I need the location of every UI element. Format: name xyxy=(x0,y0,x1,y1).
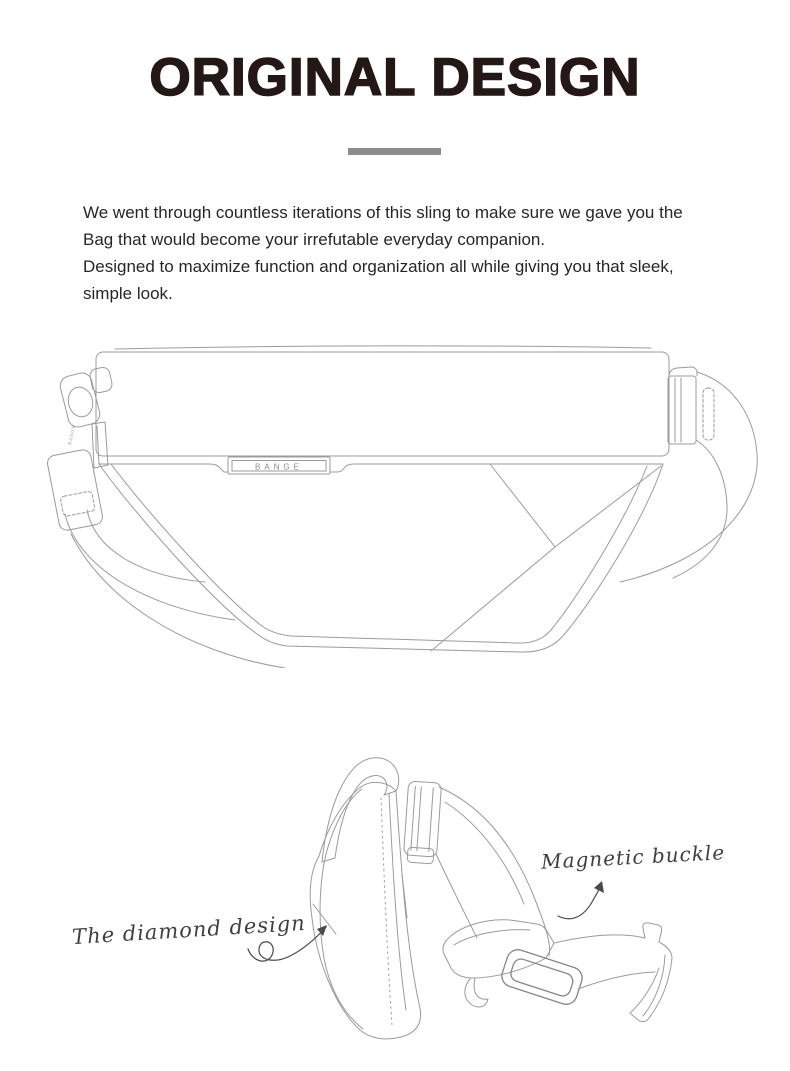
intro-line-3: Designed to maximize function and organization all while giving you that sleek, xyxy=(83,257,674,276)
strap-tab xyxy=(643,923,662,942)
buckle-female-frame xyxy=(499,947,585,1007)
annotation-magnetic-buckle: Magnetic buckle xyxy=(540,840,726,874)
side-edge-line xyxy=(389,794,406,1010)
left-buckle-brand-text: BANGE xyxy=(67,423,77,446)
upper-strap-right-edge xyxy=(439,787,550,956)
left-top-hook xyxy=(89,366,114,394)
buckle-hook xyxy=(465,978,488,1007)
right-strap-outer-edge xyxy=(620,372,757,582)
brand-plate-text: BANGE xyxy=(254,462,304,472)
right-attachment xyxy=(668,376,696,444)
right-strap-stitching xyxy=(703,388,714,440)
annotation-diamond-design: The diamond design xyxy=(71,910,307,950)
left-clip-hole xyxy=(65,384,96,419)
strap-loose-end-inner xyxy=(643,955,665,1016)
left-strap-sweep-curve xyxy=(71,534,285,668)
buckle-male-part xyxy=(443,920,554,978)
side-panel-outline xyxy=(310,782,420,1039)
body-outline xyxy=(99,464,663,652)
side-zipper-dotted-line xyxy=(381,798,392,1025)
body-top-edge-left xyxy=(99,464,228,472)
left-lower-buckle xyxy=(46,449,104,532)
left-strap-lower-curve xyxy=(65,514,235,620)
left-buckle-assembly xyxy=(46,366,285,668)
left-buckle-connector xyxy=(92,422,108,468)
diamond-design-arrow xyxy=(246,916,338,973)
magnetic-buckle-arrow xyxy=(556,876,616,929)
side-pocket-seam xyxy=(402,874,407,918)
side-panel xyxy=(310,782,420,1039)
side-strap-upper xyxy=(436,787,550,956)
intro-line-4: simple look. xyxy=(83,284,173,303)
side-panel-top-seam xyxy=(326,789,362,854)
page-title: ORIGINAL DESIGN xyxy=(149,48,641,107)
handle-outer-curve xyxy=(322,758,399,862)
front-flap xyxy=(96,346,669,456)
lower-strap-bottom-edge xyxy=(578,972,655,989)
side-clip-buckle xyxy=(403,781,442,864)
right-strap-inner-edge xyxy=(673,440,727,578)
lower-strap-top-edge xyxy=(554,935,645,943)
diamond-facet-line-1 xyxy=(490,464,555,547)
arrowhead xyxy=(594,881,604,893)
left-clip xyxy=(58,371,102,429)
intro-line-1: We went through countless iterations of this sling to make sure we gave you the xyxy=(83,203,683,222)
intro-line-2: Bag that would become your irrefutable everyday companion. xyxy=(83,230,546,249)
handle-inner-curve xyxy=(335,776,387,858)
right-strap-assembly xyxy=(620,367,757,582)
side-strap-lower xyxy=(554,923,672,1022)
diamond-facet-line-3 xyxy=(431,547,555,651)
right-attachment-cap xyxy=(669,367,697,379)
left-buckle-stitching xyxy=(60,491,95,517)
body-top-edge-right xyxy=(330,464,663,472)
intro-paragraph xyxy=(83,199,743,307)
brand-name-plate xyxy=(228,457,330,474)
front-body xyxy=(99,464,663,652)
strap-loose-end xyxy=(630,958,672,1022)
flap-panel xyxy=(96,352,669,456)
magnetic-buckle-assembly xyxy=(443,920,585,1007)
flap-top-seam-line xyxy=(115,346,651,349)
body-inner-seam xyxy=(111,464,647,643)
side-handle xyxy=(322,758,399,862)
sling-bag-front-line-drawing xyxy=(35,338,775,668)
sling-bag-side-line-drawing xyxy=(45,742,745,1071)
title-divider-bar xyxy=(348,148,441,155)
